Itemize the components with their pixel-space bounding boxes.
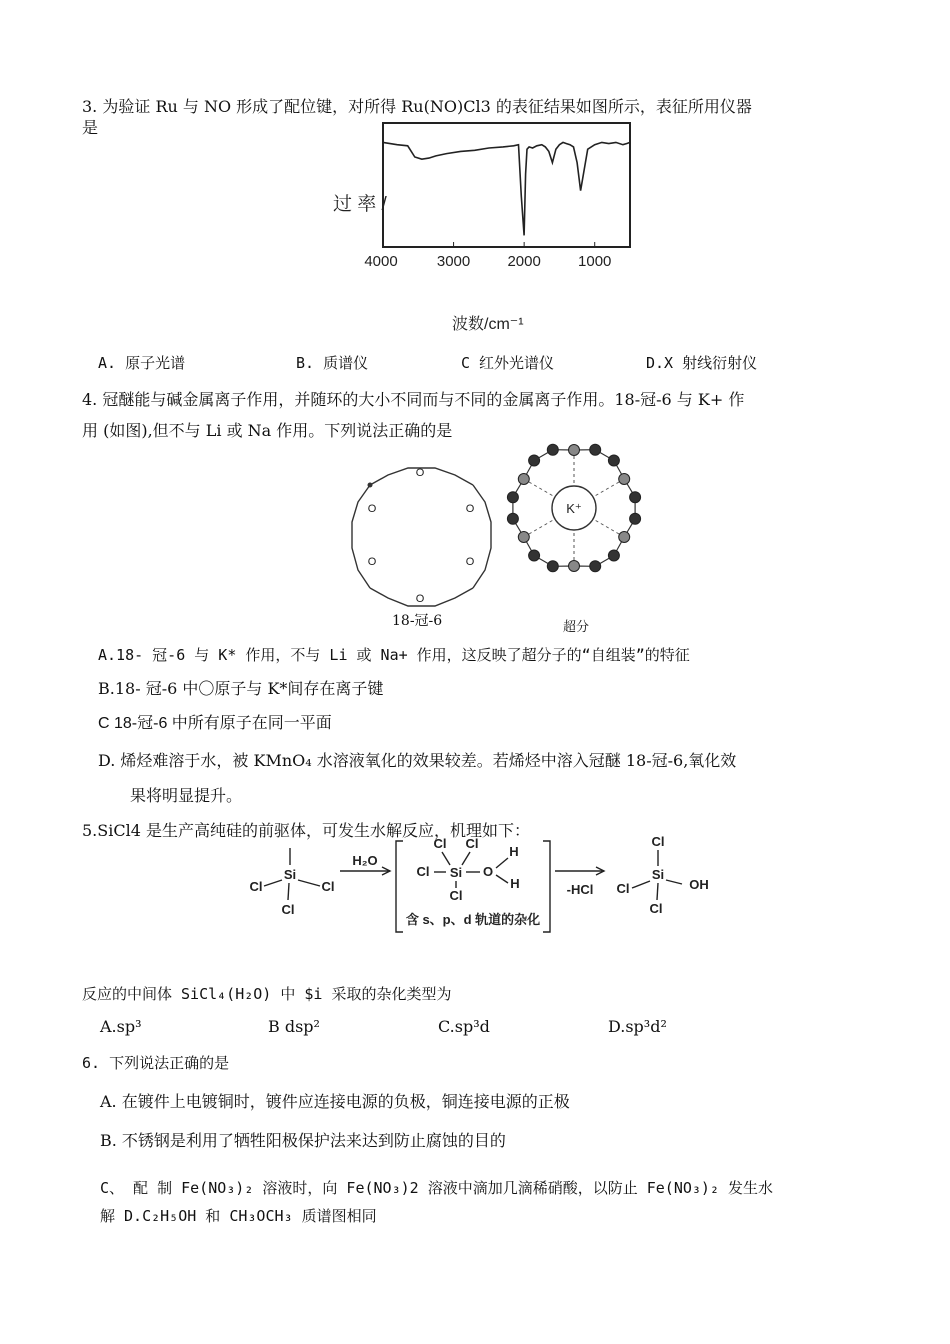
x-tick-label: 1000: [578, 253, 612, 270]
q6-stem: 6. 下列说法正确的是: [82, 1054, 230, 1072]
carbon-atom: [507, 492, 518, 503]
oxygen-atom: [518, 532, 529, 543]
oxygen-atom: [619, 532, 630, 543]
q5-option-d: D.sp³d²: [608, 1017, 667, 1036]
chart-xlabel: 波数/cm⁻¹: [452, 316, 524, 333]
q3-stem-line2: 是: [82, 118, 99, 137]
crown-ether-18-6: [352, 468, 491, 606]
fig-caption-supramolecule: 超分: [563, 620, 590, 635]
crown-oxygen-atom: O: [415, 467, 425, 479]
carbon-atom: [608, 550, 619, 561]
arrow-byproduct-hcl: -HCl: [566, 882, 594, 897]
h-atom: H: [510, 876, 520, 891]
carbon-atom: [630, 492, 641, 503]
chart-frame: [383, 123, 630, 247]
cl-atom: Cl: [616, 881, 630, 896]
o-atom: O: [482, 864, 494, 879]
crown-oxygen-atom: O: [465, 503, 475, 515]
q4-stem-line1: 4. 冠醚能与碱金属离子作用，并随环的大小不同而与不同的金属离子作用。18-冠-6 与 K+ 作: [82, 390, 745, 409]
q3-stem-line1: 3. 为验证 Ru 与 NO 形成了配位键，对所得 Ru(NO)Cl3 的表征结果如图所示，表征所用仪器: [82, 97, 752, 116]
q3-option-b: B. 质谱仪: [296, 354, 369, 372]
oh-group: OH: [689, 877, 709, 892]
carbon-atom: [630, 513, 641, 524]
cl-atom: Cl: [321, 879, 335, 894]
q5-question: 反应的中间体 SiCl₄(H₂O) 中 $i 采取的杂化类型为: [82, 985, 452, 1003]
potassium-ion-label: K⁺: [566, 501, 582, 516]
si-atom: Si: [449, 865, 463, 880]
fig-caption-crown: 18-冠-6: [392, 613, 443, 629]
bracket-note: 含 s、p、d 轨道的杂化: [405, 912, 541, 927]
carbon-atom: [529, 455, 540, 466]
q4-option-c: C 18-冠-6 中所有原子在同一平面: [98, 715, 332, 732]
cl-atom: Cl: [651, 834, 665, 849]
crown-oxygen-atom: O: [415, 593, 425, 605]
cl-atom: Cl: [416, 864, 430, 879]
oxygen-atom: [619, 474, 630, 485]
crown-oxygen-atom: O: [367, 556, 377, 568]
q5-stem: 5.SiCl4 是生产高纯硅的前驱体，可发生水解反应，机理如下：: [82, 821, 530, 840]
q4-option-d-line1: D. 烯烃难溶于水，被 KMnO₄ 水溶液氧化的效果较差。若烯烃中溶入冠醚 18-冠-6,氧化效: [98, 751, 737, 770]
q6-option-b: B. 不锈钢是利用了牺牲阳极保护法来达到防止腐蚀的目的: [100, 1131, 506, 1150]
carbon-atom: [547, 444, 558, 455]
q4-option-d-line2: 果将明显提升。: [130, 786, 243, 805]
q5-option-c: C.sp³d: [438, 1017, 490, 1036]
hydrolysis-mechanism-scheme: [230, 834, 730, 948]
h-atom: H: [509, 844, 519, 859]
carbon-atom: [547, 561, 558, 572]
q4-option-a: A.18- 冠-6 与 K* 作用，不与 Li 或 Na+ 作用，这反映了超分子的“自组装”的特征: [98, 646, 690, 664]
cl-atom: Cl: [281, 902, 295, 917]
q6-option-c-line1: C、 配 制 Fe(NO₃)₂ 溶液时，向 Fe(NO₃)2 溶液中滴加几滴稀硝酸，以防止 Fe(NO₃)₂ 发生水: [100, 1179, 774, 1197]
cl-atom: Cl: [449, 888, 463, 903]
q6-option-a: A. 在镀件上电镀铜时，镀件应连接电源的负极，铜连接电源的正极: [100, 1092, 570, 1111]
arrow-reagent-water: H₂O: [352, 853, 378, 868]
oxygen-atom: [518, 474, 529, 485]
carbon-atom: [529, 550, 540, 561]
oxygen-atom: [569, 445, 580, 456]
crown-oxygen-atom: O: [465, 556, 475, 568]
q4-option-b: B.18- 冠-6 中〇原子与 K*间存在离子键: [98, 679, 384, 698]
chart-ylabel: 过 率 /: [333, 194, 387, 215]
q3-option-a: A. 原子光谱: [98, 354, 186, 372]
q3-option-d: D.X 射线衍射仪: [646, 354, 758, 372]
cl-atom: Cl: [433, 836, 447, 851]
si-atom: Si: [651, 867, 665, 882]
x-tick-label: 4000: [364, 253, 398, 270]
cl-atom: Cl: [249, 879, 263, 894]
q3-option-c: C 红外光谱仪: [461, 354, 555, 372]
ir-spectrum-line: [383, 142, 630, 235]
carbon-atom: [608, 455, 619, 466]
q5-option-b: B dsp²: [268, 1017, 320, 1036]
carbon-atom: [590, 444, 601, 455]
oxygen-atom: [569, 561, 580, 572]
cl-atom: Cl: [649, 901, 663, 916]
x-tick-label: 2000: [507, 253, 541, 270]
q4-stem-line2: 用 (如图),但不与 Li 或 Na 作用。下列说法正确的是: [82, 421, 453, 440]
cl-atom: Cl: [465, 836, 479, 851]
ir-spectrum-chart: [0, 0, 950, 340]
crown-oxygen-atom: O: [367, 503, 377, 515]
crown-ether-figure: [340, 430, 700, 635]
q6-option-c-line2: 解 D.C₂H₅OH 和 CH₃OCH₃ 质谱图相同: [100, 1207, 377, 1225]
q5-option-a: A.sp³: [100, 1017, 142, 1036]
carbon-atom: [507, 513, 518, 524]
carbon-atom: [590, 561, 601, 572]
si-atom: Si: [283, 867, 297, 882]
x-tick-label: 3000: [436, 253, 471, 270]
